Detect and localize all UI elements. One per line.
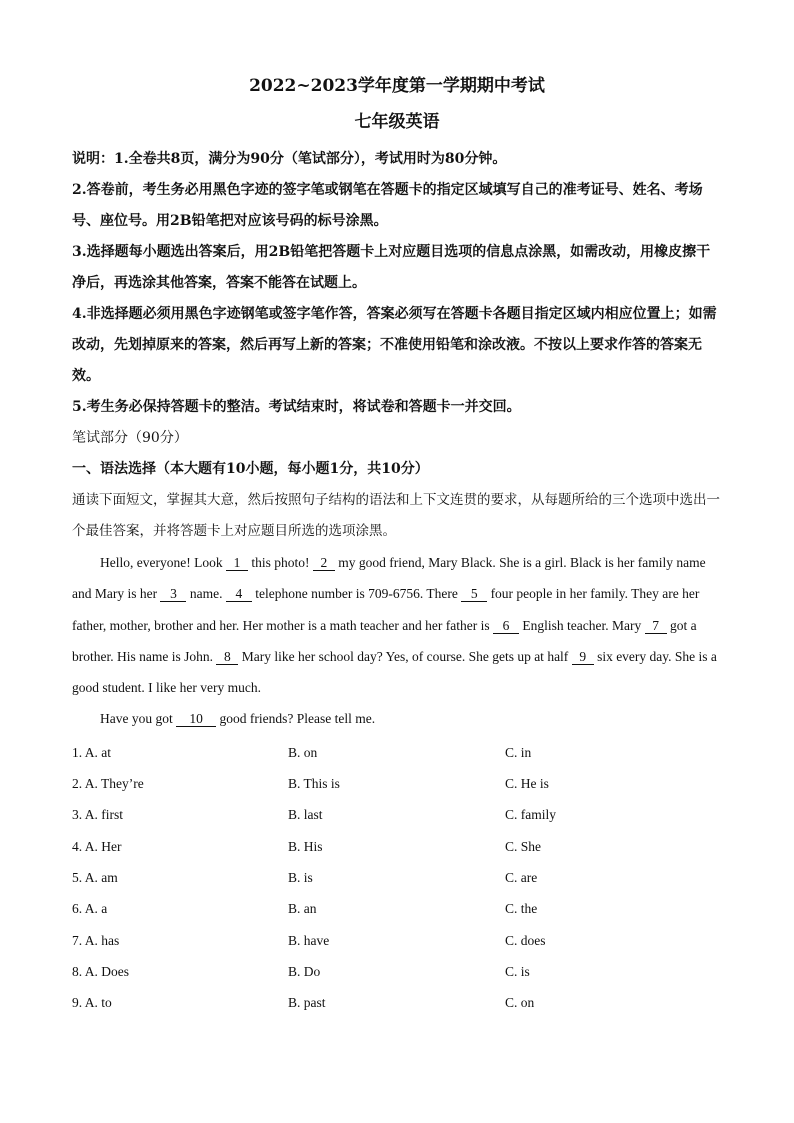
blank-4: 4 (226, 586, 252, 602)
question-number: 6. (72, 901, 83, 917)
passage-text: name. (186, 586, 226, 602)
option-c[interactable]: C. does (505, 932, 546, 948)
question-row (72, 893, 722, 924)
option-a[interactable] (72, 956, 288, 987)
question-number: 9. (72, 995, 83, 1011)
option-a-label: A. has (84, 932, 120, 948)
blank-10: 10 (176, 711, 216, 727)
question-row (72, 831, 722, 862)
question-number: 8. (72, 963, 83, 979)
option-a[interactable] (72, 925, 288, 956)
option-b[interactable]: B. past (288, 995, 326, 1011)
option-c[interactable]: C. the (505, 901, 538, 917)
option-a-label: A. Her (84, 838, 122, 854)
option-a-label: A. Does (84, 963, 130, 979)
option-b[interactable]: B. last (288, 807, 323, 823)
passage-text: Mary like her school day? Yes, of course. She gets up at half (238, 648, 572, 664)
option-a-label: A. am (84, 869, 118, 885)
option-c[interactable]: C. on (505, 995, 535, 1011)
passage-text: good friends? Please tell me. (216, 711, 376, 727)
option-c[interactable]: C. in (505, 744, 532, 760)
written-part-heading: 笔试部分（90分） (72, 430, 188, 446)
option-a-label: A. They’re (84, 776, 144, 792)
passage-text: English teacher. Mary (519, 617, 645, 633)
blank-2: 2 (313, 555, 335, 571)
instruction-item: 4.非选择题必须用黑色字迹钢笔或签字笔作答，答案必须写在答题卡各题目指定区域内相应位置上；如需改动，先划掉原来的答案，然后再写上新的答案；不准使用铅笔和涂改液。不按以上要求作答的答案无效。 (72, 306, 717, 384)
blank-8: 8 (216, 649, 238, 665)
question-number: 3. (72, 807, 83, 823)
passage-text: Hello, everyone! Look (100, 555, 226, 570)
option-b[interactable]: B. His (288, 838, 323, 854)
option-c[interactable]: C. She (505, 838, 542, 854)
exam-subtitle: 七年级英语 (354, 112, 440, 132)
option-c[interactable]: C. family (505, 807, 556, 823)
passage-text: Have you got (100, 711, 177, 727)
option-b[interactable]: B. an (288, 901, 317, 917)
instructions (72, 144, 722, 423)
passage-paragraph-1 (72, 547, 722, 703)
passage-paragraph-2 (72, 703, 722, 734)
blank-6: 6 (493, 618, 519, 634)
option-a[interactable] (72, 768, 288, 799)
question-row (72, 987, 722, 1018)
instruction-item: 2.答卷前，考生务必用黑色字迹的签字笔或钢笔在答题卡的指定区域填写自己的准考证号、姓名、考场号、座位号。用2B铅笔把对应该号码的标号涂黑。 (72, 182, 703, 229)
question-row (72, 925, 722, 956)
option-b[interactable]: B. Do (288, 963, 321, 979)
exam-title: 2022~2023学年度第一学期期中考试 (249, 76, 545, 96)
exam-page (72, 70, 722, 1018)
blank-1: 1 (226, 555, 248, 571)
passage-text: six every day. She is a good student. I like her very much. (72, 648, 717, 696)
passage-text: telephone number is 709-6756. There (251, 586, 462, 602)
question-number: 2. (72, 776, 83, 792)
option-c[interactable]: C. He is (505, 776, 549, 792)
option-a[interactable] (72, 831, 288, 862)
blank-9: 9 (572, 649, 594, 665)
blank-7: 7 (645, 618, 667, 634)
passage-text: my good friend, Mary Black. She is a girl. Black is her family name and Mary is her (72, 555, 706, 602)
option-a-label: A. a (84, 901, 108, 917)
option-a-label: A. first (84, 807, 124, 823)
question-options (72, 737, 722, 1019)
option-a-label: A. at (84, 744, 112, 760)
question-number: 4. (72, 838, 83, 854)
section1-directions: 通读下面短文，掌握其大意，然后按照句子结构的语法和上下文连贯的要求，从每题所给的三个选项中选出一个最佳答案，并将答题卡上对应题目所选的选项涂黑。 (72, 492, 720, 539)
option-b[interactable]: B. is (288, 869, 313, 885)
option-b[interactable]: B. on (288, 744, 318, 760)
passage-text: got a brother. His name is John. (72, 617, 697, 664)
option-a[interactable] (72, 799, 288, 830)
question-row (72, 956, 722, 987)
instruction-item: 3.选择题每小题选出答案后，用2B铅笔把答题卡上对应题目选项的信息点涂黑，如需改动，用橡皮擦干净后，再选涂其他答案，答案不能答在试题上。 (72, 244, 711, 291)
question-number: 5. (72, 869, 83, 885)
option-a[interactable] (72, 862, 288, 893)
option-b[interactable]: B. This is (288, 776, 340, 792)
instruction-item: 说明：1.全卷共8页，满分为90分（笔试部分），考试用时为80分钟。 (72, 151, 507, 167)
question-row (72, 737, 722, 768)
option-c[interactable]: C. is (505, 963, 530, 979)
question-number: 7. (72, 932, 83, 948)
passage-text: four people in her family. They are her father, mother, brother and her. Her mother is a math teacher and her father is (72, 586, 700, 633)
option-b[interactable]: B. have (288, 932, 330, 948)
question-row (72, 862, 722, 893)
option-a[interactable] (72, 987, 288, 1018)
option-c[interactable]: C. are (505, 869, 538, 885)
question-row (72, 768, 722, 799)
option-a[interactable] (72, 893, 288, 924)
question-number: 1. (72, 744, 83, 760)
passage-text: this photo! (247, 555, 313, 570)
instruction-item: 5.考生务必保持答题卡的整洁。考试结束时，将试卷和答题卡一并交回。 (72, 399, 521, 415)
option-a-label: A. to (84, 995, 112, 1011)
section1-title: 一、语法选择（本大题有10小题，每小题1分，共10分） (72, 461, 429, 477)
blank-5: 5 (461, 586, 487, 602)
option-a[interactable] (72, 737, 288, 768)
question-row (72, 799, 722, 830)
blank-3: 3 (160, 586, 186, 602)
